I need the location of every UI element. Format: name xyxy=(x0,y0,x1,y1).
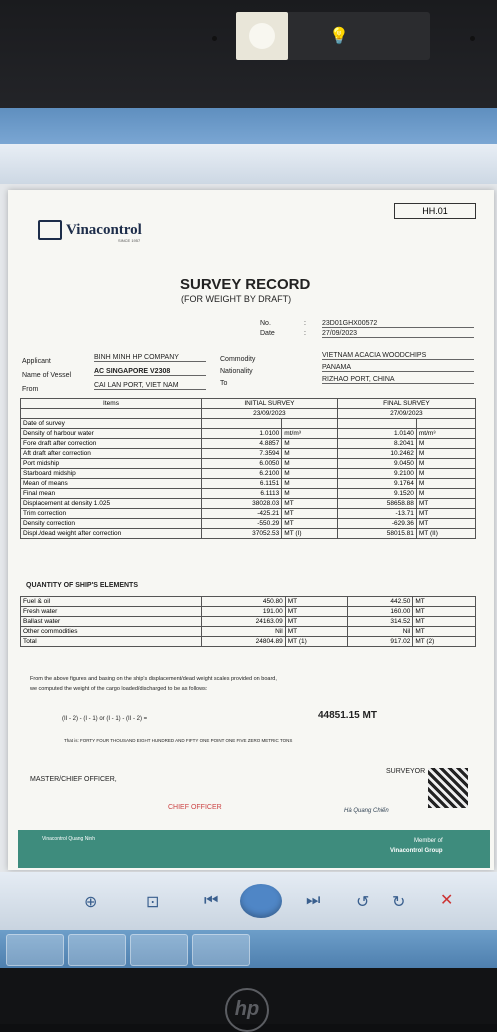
doc-number: 23D01GHX00572 xyxy=(322,320,474,328)
master-label: MASTER/CHIEF OFFICER, xyxy=(30,776,117,783)
table-cell-init: 6.2100 xyxy=(202,469,282,479)
table-row xyxy=(21,627,476,637)
quantity-title: QUANTITY OF SHIP'S ELEMENTS xyxy=(26,582,138,589)
actual-size-icon[interactable]: ⊡ xyxy=(146,894,160,911)
table-cell-init: 7.3594 xyxy=(202,449,282,459)
table-cell-fu: MT (II) xyxy=(416,529,475,539)
webcam-shutter xyxy=(236,12,430,60)
bezel-dot xyxy=(212,36,217,41)
document-subtitle: (FOR WEIGHT BY DRAFT) xyxy=(181,294,292,304)
document-footer: Vinacontrol Quang Ninh Member of Vinacontrol Group xyxy=(18,830,490,868)
table-cell-fu: mt/m³ xyxy=(416,429,475,439)
table-row xyxy=(21,459,476,469)
company-since: SINCE 1957 xyxy=(118,238,141,243)
viewer-toolbar xyxy=(0,872,497,930)
to-value: RIZHAO PORT, CHINA xyxy=(322,376,474,384)
table-cell-iu: M xyxy=(282,459,338,469)
taskbar-photo-viewer[interactable] xyxy=(192,934,250,966)
vessel-value: AC SINGAPORE V2308 xyxy=(94,368,206,376)
table-cell-fin: 9.1764 xyxy=(337,479,416,489)
table-cell-fu: MT xyxy=(416,519,475,529)
table-cell-init xyxy=(202,419,282,429)
table-cell-fu: MT xyxy=(416,499,475,509)
chief-officer-stamp: CHIEF OFFICER xyxy=(168,804,222,811)
table-cell-init: 24804.89 xyxy=(202,637,286,647)
table-cell-init: -550.29 xyxy=(202,519,282,529)
quantity-table xyxy=(20,596,476,647)
table-cell-fu: MT xyxy=(413,617,476,627)
table-cell-fu: M xyxy=(416,479,475,489)
table-cell-fin: 58015.81 xyxy=(337,529,416,539)
table-cell-fin: 8.2041 xyxy=(337,439,416,449)
table-cell-item: Total xyxy=(21,637,202,647)
cargo-weight-result: 44851.15 MT xyxy=(318,710,377,721)
table-cell-item: Mean of means xyxy=(21,479,202,489)
table-cell-item: Aft draft after correction xyxy=(21,449,202,459)
nationality-value: PANAMA xyxy=(322,364,474,372)
table-cell-fu: MT xyxy=(413,597,476,607)
table-cell-fin: -629.36 xyxy=(337,519,416,529)
taskbar-app-2[interactable] xyxy=(68,934,126,966)
table-cell-iu: M xyxy=(282,449,338,459)
table-cell-iu: MT xyxy=(285,597,348,607)
table-cell-fu: MT xyxy=(413,627,476,637)
table-cell-fin: 314.52 xyxy=(348,617,413,627)
draft-survey-table: Items INITIAL SURVEY FINAL SURVEY 23/09/2023 27/09/2023 Date of survey Density of harbour water 1.0100 mt/m³ 1.0140 mt/m³ Fore draft after correction 4.8857 M 8.2041 M Aft draft after correction 7.3594 M 10.2462 M Port midship 6.0050 M 9.0450 M Starboard midship 6.2100 M 9.2100 M Mean of means 6.1151 M 9.1764 M Final mean 6.1113 M 9.1520 M Displacement at density 1.025 38028.03 MT 58658.88 MT Trim correction -425.21 MT -13.71 MT Density correction -550.29 MT -629.36 MT Displ./dead weight after correction 37052.53 MT (I) 58015.81 MT (II) xyxy=(20,398,476,539)
weight-formula: (II - 2) - (I - 1) or (I - 1) - (II - 2) = xyxy=(62,716,148,722)
from-value: CAI LAN PORT, VIET NAM xyxy=(94,382,206,390)
rotate-right-icon[interactable]: ↻ xyxy=(392,894,406,911)
table-row xyxy=(21,449,476,459)
table-cell-fu: MT (2) xyxy=(413,637,476,647)
vinacontrol-logo-icon xyxy=(38,220,62,240)
conclusion-line-1: From the above figures and basing on the ship's displacement/dead weight scales provided on board, xyxy=(30,676,277,682)
table-cell-iu: MT xyxy=(282,499,338,509)
table-cell-item: Final mean xyxy=(21,489,202,499)
table-row xyxy=(21,637,476,647)
table-cell-item: Other commodities xyxy=(21,627,202,637)
table-cell-fin: 442.50 xyxy=(348,597,413,607)
table-cell-item: Displ./dead weight after correction xyxy=(21,529,202,539)
laptop-bezel-top xyxy=(0,0,497,108)
table-cell-iu: MT (I) xyxy=(282,529,338,539)
table-cell-init: 450.80 xyxy=(202,597,286,607)
table-cell-init: -425.21 xyxy=(202,509,282,519)
qr-code xyxy=(428,768,468,808)
table-row xyxy=(21,597,476,607)
table-cell-item: Fuel & oil xyxy=(21,597,202,607)
table-cell-init: 6.1151 xyxy=(202,479,282,489)
zoom-icon[interactable]: ⊕ xyxy=(84,894,98,911)
table-cell-iu: MT xyxy=(282,509,338,519)
table-cell-init: 6.0050 xyxy=(202,459,282,469)
table-cell-fin: -13.71 xyxy=(337,509,416,519)
table-cell-item: Port midship xyxy=(21,459,202,469)
table-row xyxy=(21,509,476,519)
table-cell-fu: MT xyxy=(416,509,475,519)
table-cell-iu: MT xyxy=(285,607,348,617)
table-cell-item: Density of harbour water xyxy=(21,429,202,439)
table-cell-iu: MT (1) xyxy=(285,637,348,647)
table-row xyxy=(21,499,476,509)
table-cell-init: 4.8857 xyxy=(202,439,282,449)
table-row xyxy=(21,607,476,617)
table-cell-fu: M xyxy=(416,439,475,449)
taskbar xyxy=(0,930,497,968)
webcam-lens xyxy=(236,12,288,60)
table-cell-fin xyxy=(337,419,416,429)
next-icon[interactable]: ⏭ xyxy=(306,892,321,909)
rotate-left-icon[interactable]: ↺ xyxy=(356,894,370,911)
table-cell-item: Date of survey xyxy=(21,419,202,429)
taskbar-excel[interactable] xyxy=(130,934,188,966)
table-cell-fu: M xyxy=(416,469,475,479)
slideshow-button[interactable] xyxy=(240,884,282,918)
table-cell-iu: M xyxy=(282,469,338,479)
window-menu-band xyxy=(0,144,497,184)
surveyor-label: SURVEYOR xyxy=(386,768,426,775)
bulb-icon: 💡 xyxy=(329,28,349,45)
table-cell-fin: 9.1520 xyxy=(337,489,416,499)
surveyor-name: Hà Quang Chiến xyxy=(344,808,389,814)
table-cell-item: Displacement at density 1.025 xyxy=(21,499,202,509)
table-row xyxy=(21,489,476,499)
survey-document: HH.01 Vinacontrol SINCE 1957 SURVEY RECORD (FOR WEIGHT BY DRAFT) No. Date : : 23D01GHX00572 27/09/2023 Applicant Name of Vessel From BINH MINH HP COMPANY AC SINGAPORE V2308 CAI LAN PORT, VIET NAM Commodity Nationality To VIETNAM ACACIA WOODCHIPS PANAMA RIZHAO PORT, CHINA Items INITIAL SURVEY FINAL SURVEY 23/09/2023 27/09/2023 Date of survey Density of harbour water 1.0100 mt/m³ 1.0140 mt/m³ Fore draft after correction 4.8857 M 8.2041 M Aft draft after correction 7.3594 M 10.2462 M Port midship 6.0050 M 9.0450 M Starboard midship 6.2100 M 9.2100 M Mean of means 6.1151 M 9.1764 M Final mean 6.1113 M 9.1520 M Displacement at density 1.025 38028.03 MT 58658.88 MT Trim correction -425.21 MT -13.71 MT Density correction -550.29 MT -629.36 MT Displ./dead weight after correction 37052.53 MT (I) 58015.81 MT (II) QUANTITY OF SHIP'S ELEMENTS Fuel & oil 450.80 MT 442.50 MT Fresh water 191.00 MT 160.00 MT Ballast water 24163.09 MT 314.52 MT Other commodities Nil MT Nil MT Total 24804.89 MT (1) 917.02 MT (2) From the above figures and basing on the ship's displacement/dead weight scales provided on board, we computed the weight of the cargo loaded/discharged to be as follows: (II - 2) - (I - 1) or (I - 1) - (II - 2) = 44851.15 MT That is: FORTY FOUR THOUSAND EIGHT HUNDRED AND FIFTY ONE POINT ONE FIVE ZERO METRIC TONS MASTER/CHIEF OFFICER, CHIEF OFFICER SURVEYOR Hà Quang Chiến Vinacontrol Quang Ninh Member of Vinacontrol Group xyxy=(8,190,494,870)
table-cell-fu: MT xyxy=(413,607,476,617)
table-cell-fu xyxy=(416,419,475,429)
table-cell-iu: MT xyxy=(285,627,348,637)
screen xyxy=(0,108,497,968)
bezel-dot xyxy=(470,36,475,41)
table-cell-fu: M xyxy=(416,449,475,459)
table-cell-fin: 58658.88 xyxy=(337,499,416,509)
table-cell-iu: M xyxy=(282,489,338,499)
document-title: SURVEY RECORD xyxy=(180,276,311,293)
table-row xyxy=(21,479,476,489)
table-cell-fin: 9.2100 xyxy=(337,469,416,479)
table-cell-init: 38028.03 xyxy=(202,499,282,509)
table-row xyxy=(21,419,476,429)
applicant-value: BINH MINH HP COMPANY xyxy=(94,354,206,362)
conclusion-line-2: we computed the weight of the cargo loaded/discharged to be as follows: xyxy=(30,686,208,692)
delete-icon[interactable]: ✕ xyxy=(440,892,454,909)
form-code: HH.01 xyxy=(394,203,476,219)
table-cell-fu: M xyxy=(416,459,475,469)
table-row xyxy=(21,617,476,627)
table-row xyxy=(21,439,476,449)
table-cell-fin: 917.02 xyxy=(348,637,413,647)
doc-date: 27/09/2023 xyxy=(322,330,474,338)
table-cell-item: Starboard midship xyxy=(21,469,202,479)
table-cell-fin: Nil xyxy=(348,627,413,637)
weight-in-words: That is: FORTY FOUR THOUSAND EIGHT HUNDRED AND FIFTY ONE POINT ONE FIVE ZERO METRIC TONS xyxy=(64,738,293,743)
table-cell-init: 24163.09 xyxy=(202,617,286,627)
table-cell-init: 191.00 xyxy=(202,607,286,617)
table-cell-iu: M xyxy=(282,479,338,489)
table-cell-fin: 1.0140 xyxy=(337,429,416,439)
table-cell-item: Density correction xyxy=(21,519,202,529)
table-cell-item: Fresh water xyxy=(21,607,202,617)
table-row xyxy=(21,519,476,529)
table-cell-init: Nil xyxy=(202,627,286,637)
hp-logo-icon: hp xyxy=(225,988,269,1032)
table-row xyxy=(21,469,476,479)
table-cell-iu: M xyxy=(282,439,338,449)
taskbar-zalo[interactable] xyxy=(6,934,64,966)
previous-icon[interactable]: ⏮ xyxy=(204,892,219,909)
table-cell-init: 1.0100 xyxy=(202,429,282,439)
window-titlebar xyxy=(0,108,497,144)
table-cell-iu: MT xyxy=(282,519,338,529)
table-cell-fin: 160.00 xyxy=(348,607,413,617)
table-cell-fin: 10.2462 xyxy=(337,449,416,459)
table-cell-iu: MT xyxy=(285,617,348,627)
table-cell-init: 6.1113 xyxy=(202,489,282,499)
commodity-value: VIETNAM ACACIA WOODCHIPS xyxy=(322,352,474,360)
table-cell-fin: 9.0450 xyxy=(337,459,416,469)
table-cell-iu: mt/m³ xyxy=(282,429,338,439)
table-cell-init: 37052.53 xyxy=(202,529,282,539)
table-cell-iu xyxy=(282,419,338,429)
table-cell-item: Trim correction xyxy=(21,509,202,519)
company-logo: Vinacontrol xyxy=(38,220,142,240)
table-row xyxy=(21,529,476,539)
table-cell-item: Ballast water xyxy=(21,617,202,627)
table-cell-fu: M xyxy=(416,489,475,499)
table-cell-item: Fore draft after correction xyxy=(21,439,202,449)
table-row xyxy=(21,429,476,439)
